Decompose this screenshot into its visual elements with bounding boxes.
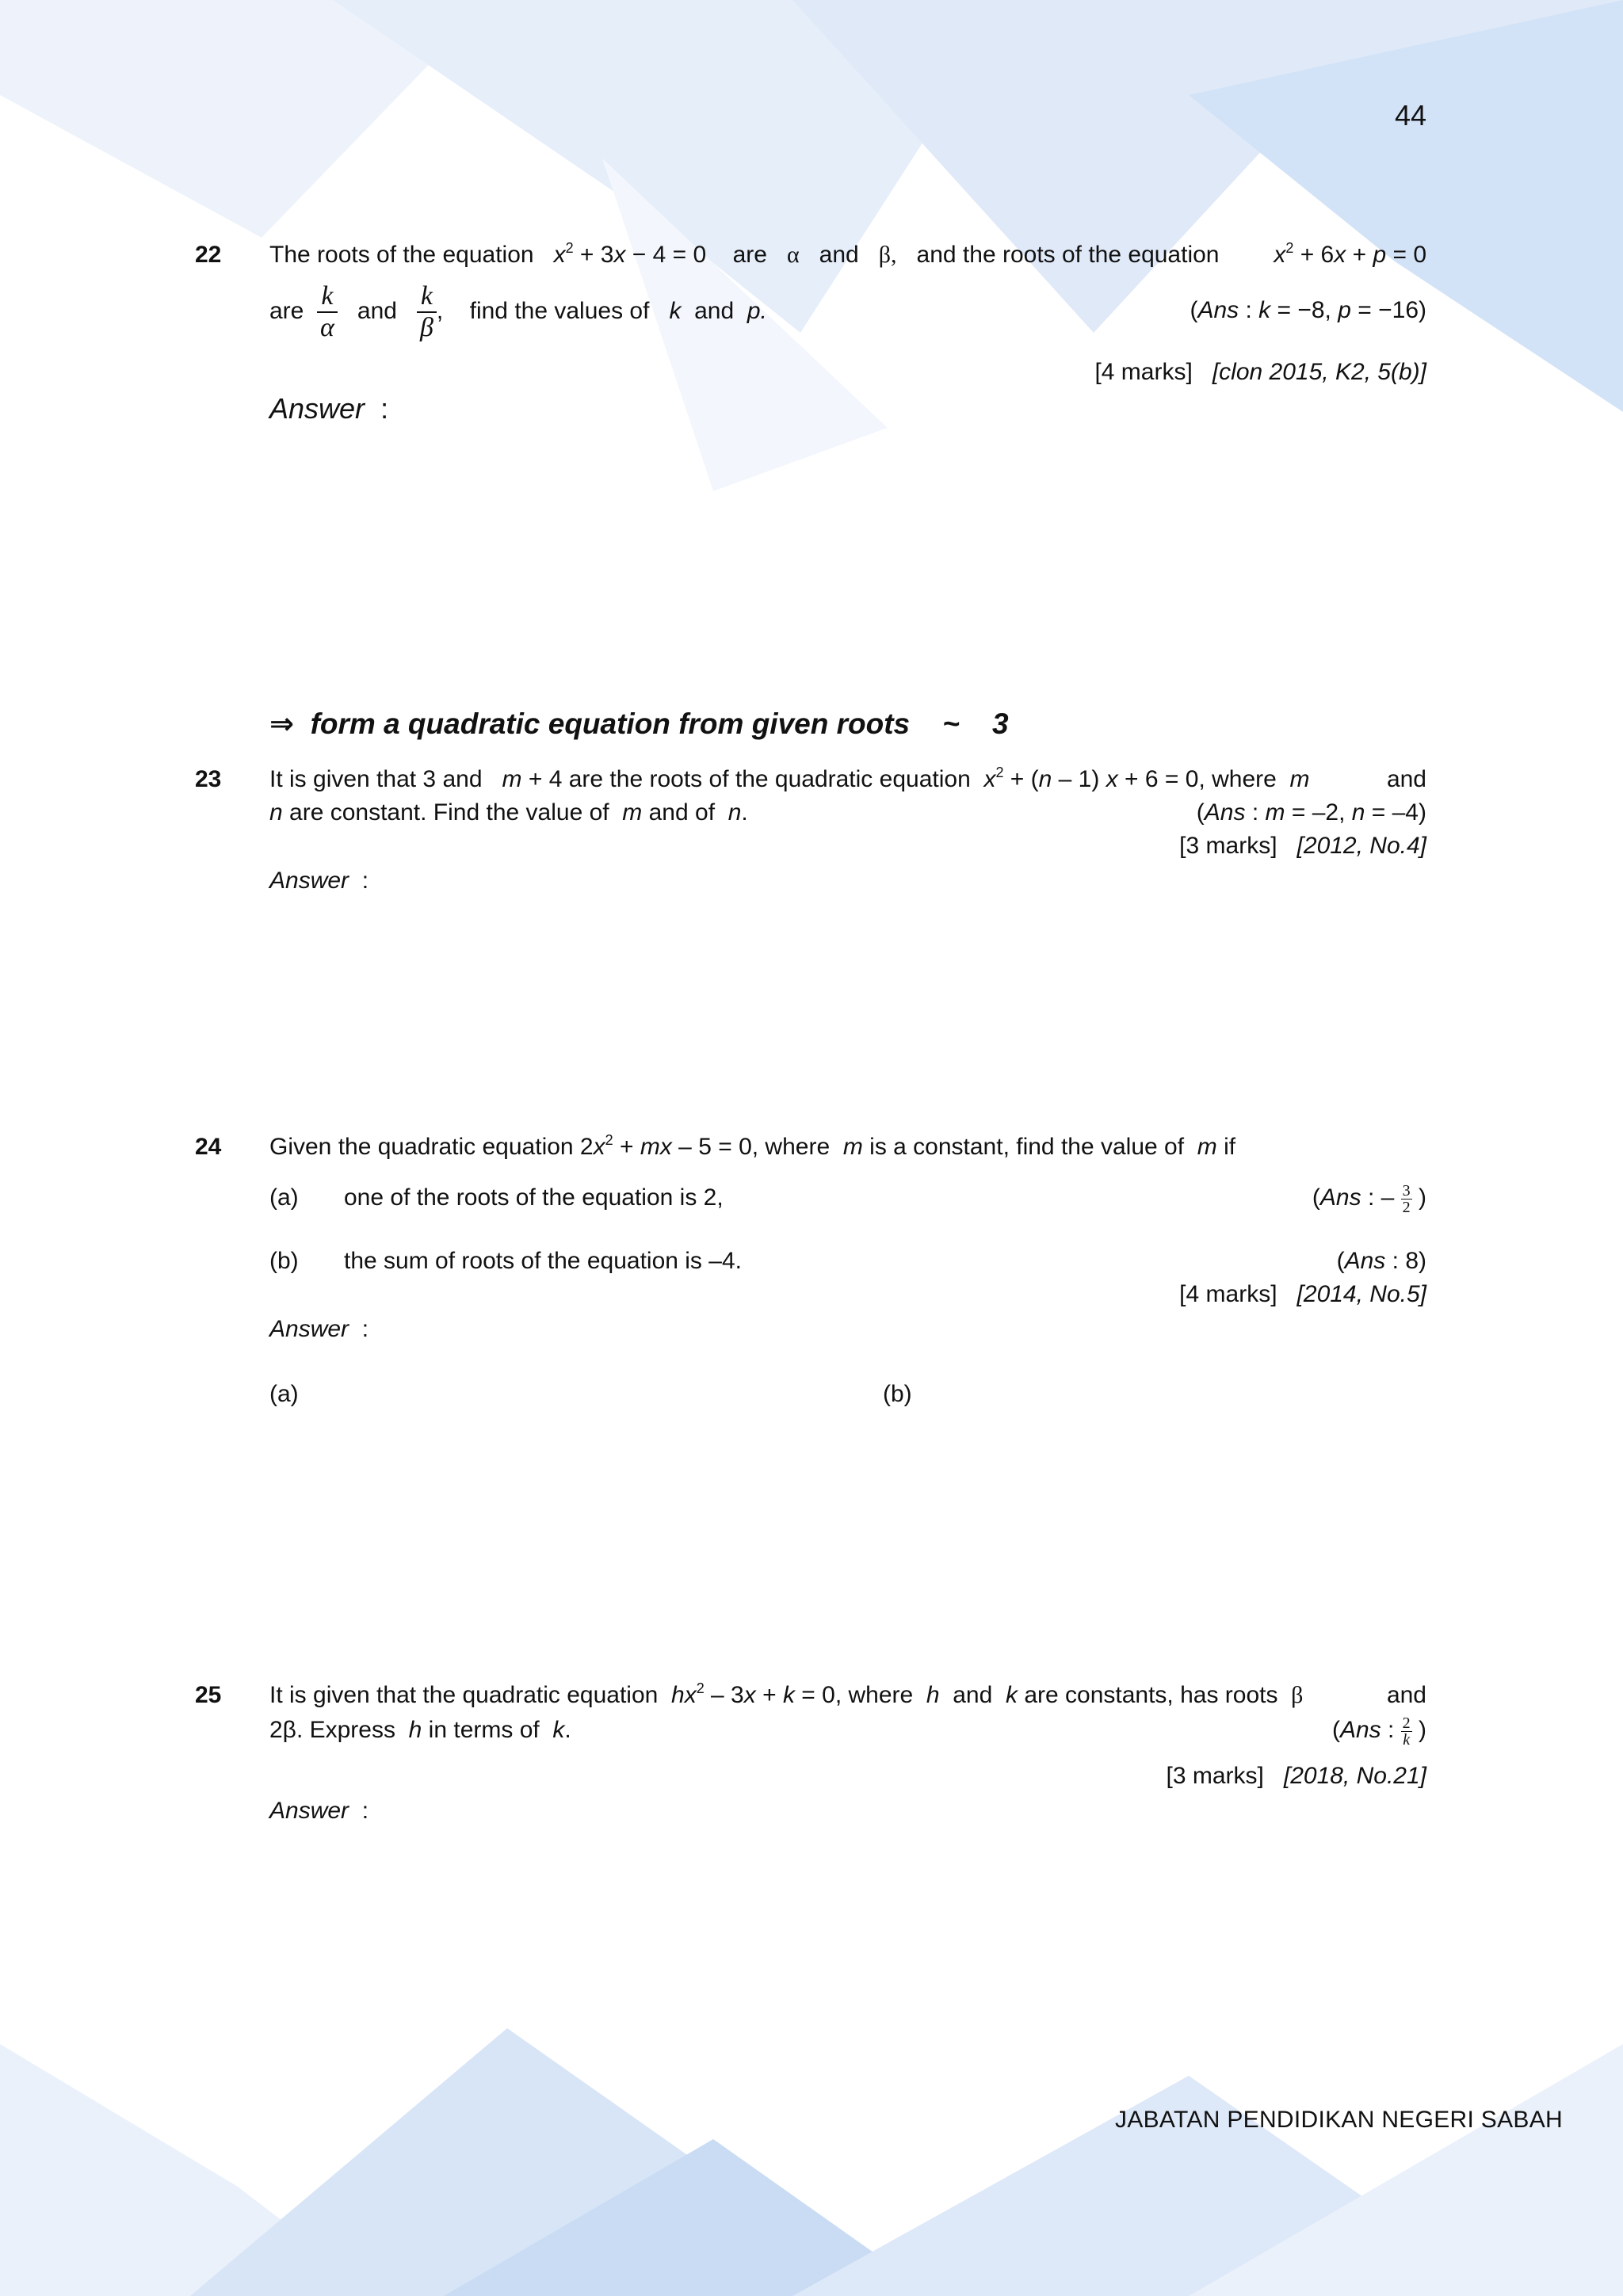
q22-marks-source: [4 marks] [clon 2015, K2, 5(b)] [1094, 359, 1426, 385]
implies-arrow-icon: ⇒ [269, 707, 295, 741]
question-number-23: 23 [195, 766, 222, 792]
fraction-k-over-beta: $\frac{k}{\beta}$ [417, 281, 437, 343]
fraction-k-over-alpha: $\frac{k}{\alpha}$ [317, 281, 338, 343]
q24-working-a-label: (a) [269, 1381, 299, 1407]
q24-part-b-text: the sum of roots of the equation is –4. [344, 1248, 742, 1274]
footer-organization: JABATAN PENDIDIKAN NEGERI SABAH [1115, 2107, 1563, 2133]
section-heading: ⇒ form a quadratic equation from given roots ~ 3 [269, 707, 1009, 741]
q25-line1: It is given that the quadratic equation $hx^2 - 3x + k = 0$, where h and k are constants, has roots β [269, 1680, 1304, 1708]
q22-equation-2: $x^2 + 6x + p = 0$ [1274, 240, 1426, 268]
q25-line2: 2β. Express h in terms of k. [269, 1717, 571, 1743]
q23-answer-label: Answer : [269, 868, 369, 894]
q24-part-b-label: (b) [269, 1248, 299, 1274]
q24-answer-label: Answer : [269, 1316, 369, 1342]
q25-line1-end: and [1386, 1682, 1426, 1708]
q23-line2: n are constant. Find the value of m and of n. [269, 799, 748, 826]
q24-line1: Given the quadratic equation $2x^2$ + mx – 5 = 0, where m is a constant, find the value of m if [269, 1132, 1236, 1160]
q25-answer-hint: (Ans : $\frac{2}{k}$ ) [1331, 1714, 1426, 1749]
q25-marks-source: [3 marks] [2018, No.21] [1166, 1763, 1426, 1789]
q24-part-b-answer-hint: (Ans : 8) [1336, 1248, 1426, 1274]
q23-marks-source: [3 marks] [2012, No.4] [1179, 833, 1426, 859]
fraction-2-over-k: $\frac{2}{k}$ [1402, 1714, 1411, 1749]
q25-answer-label: Answer : [269, 1798, 369, 1824]
q24-part-a-label: (a) [269, 1184, 299, 1211]
q24-part-a-text: one of the roots of the equation is 2, [344, 1184, 724, 1211]
q24-part-a-answer-hint: (Ans : – $\frac{3}{2}$ ) [1312, 1181, 1426, 1216]
q22-line2: are $\frac{k}{\alpha}$ and $\frac{k}{\beta}$ , find the values of k and p. [269, 281, 767, 343]
q22-answer-label: Answer : [269, 392, 389, 425]
question-number-22: 22 [195, 242, 222, 268]
fraction-3-over-2: $\frac{3}{2}$ [1402, 1181, 1411, 1216]
q24-marks-source: [4 marks] [2014, No.5] [1179, 1281, 1426, 1307]
q22-answer-hint: (Ans : k = −8, p = −16) [1190, 297, 1426, 323]
page-number: 44 [1394, 99, 1426, 132]
question-number-24: 24 [195, 1134, 222, 1160]
q22-line1: The roots of the equation $x^2 + 3x - 4 = 0$ are α and β, and the roots of the equation [269, 240, 1220, 268]
q24-working-b-label: (b) [883, 1381, 912, 1407]
q23-line1-end: and [1386, 766, 1426, 792]
question-number-25: 25 [195, 1682, 222, 1708]
q23-answer-hint: (Ans : m = –2, n = –4) [1196, 799, 1426, 826]
q23-line1: It is given that 3 and m + 4 are the roots of the quadratic equation $x^2 + (n - 1) x + 6 = 0$, where m [269, 765, 1310, 792]
